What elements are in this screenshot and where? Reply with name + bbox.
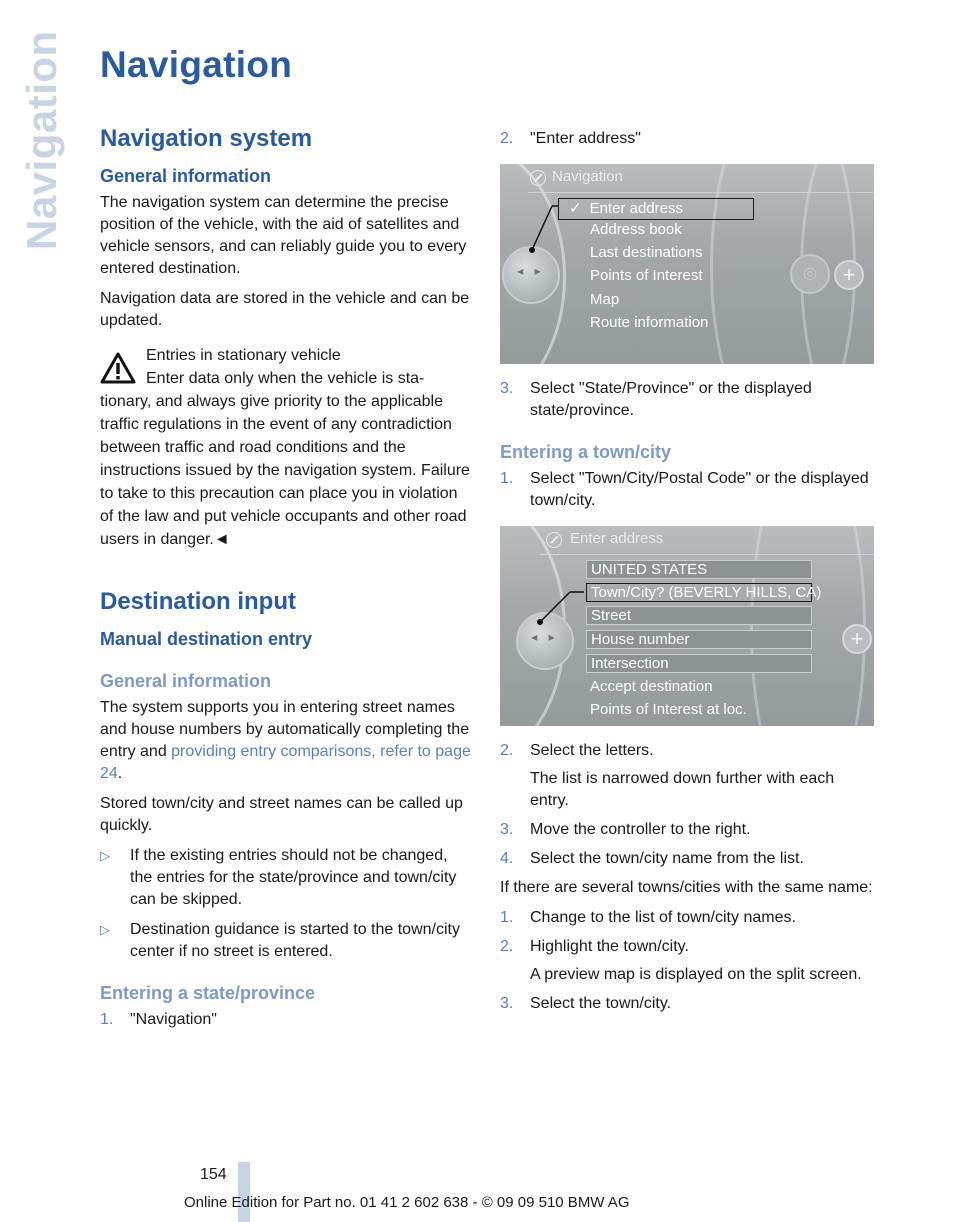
step-text: Select "State/Province" or the displayed state/province. (530, 380, 812, 419)
menu-item-accept-destination[interactable]: Accept destination (590, 678, 713, 695)
heading-entering-town: Entering a town/city (500, 442, 672, 462)
step-item (500, 993, 874, 1015)
list-item (100, 845, 472, 911)
warning-triangle-icon (100, 352, 136, 384)
paragraph-stored-names: Stored town/city and street names can be called up quickly. (100, 795, 463, 834)
heading-entering-state: Entering a state/province (100, 983, 316, 1003)
menu-item-address-book[interactable]: Address book (590, 221, 682, 238)
side-tab-label: Navigation (18, 30, 65, 250)
step-text: "Enter address" (530, 130, 641, 147)
menu-item-label: Enter address (589, 200, 683, 217)
step-item (500, 907, 874, 929)
menu-item-last-destinations[interactable]: Last destinations (590, 244, 703, 261)
screen-header: Enter address (570, 530, 664, 547)
step-text: Select the town/city name from the list. (530, 850, 804, 867)
side-tab (18, 30, 68, 250)
step-number: 3. (500, 821, 514, 838)
step-number: 2. (500, 130, 514, 147)
warning-block (100, 344, 472, 551)
heading-general-information: General information (100, 166, 272, 186)
step-item (500, 468, 874, 512)
menu-item-enter-address[interactable] (558, 198, 754, 220)
warning-body: tionary, and always give priority to the applicable traffic regulations in the event of any contradiction between traffic and road conditions and the instructions issued by the navigation system. Failure to take to this precaution can place you in violation of the law and put vehicle occupants and other road users in danger.◄ (100, 393, 470, 548)
menu-item-house-number[interactable]: House number (586, 630, 812, 649)
pointer-line (500, 164, 874, 364)
step-subtext: A preview map is displayed on the split screen. (530, 966, 862, 983)
screen-header: Navigation (552, 168, 623, 185)
paragraph-several-towns: If there are several towns/cities with the same name: (500, 879, 873, 896)
paragraph-data-stored: Navigation data are stored in the vehicle and can be updated. (100, 290, 470, 329)
menu-item-route-information[interactable]: Route information (590, 314, 709, 331)
step-text: Change to the list of town/city names. (530, 909, 796, 926)
paragraph-system-supports (100, 697, 472, 785)
page-number: 154 (200, 1166, 227, 1183)
step-number: 3. (500, 380, 514, 397)
step-item (500, 936, 874, 986)
right-column (500, 124, 874, 1022)
bullet-marker-icon: ▷ (100, 848, 110, 863)
warning-title: Entries in stationary vehicle (146, 347, 341, 364)
left-column (100, 118, 472, 1038)
pointer-line (500, 526, 874, 726)
step-number: 1. (500, 470, 514, 487)
step-number: 1. (100, 1011, 114, 1028)
paragraph-text-end: . (117, 765, 123, 782)
steps-same-name (500, 907, 874, 1015)
entry-comparisons-link[interactable]: providing entry comparisons, refer to page 24 (100, 743, 471, 782)
list-item (100, 919, 472, 963)
step-text: Select "Town/City/Postal Code" or the displayed town/city. (530, 470, 869, 509)
step-number: 3. (500, 995, 514, 1012)
footer-bar (238, 1162, 250, 1222)
ghost-button-icon: ◎ (790, 254, 830, 294)
step-text: Highlight the town/city. (530, 938, 689, 955)
heading-navigation-system: Navigation system (100, 125, 313, 152)
steps-town-b (500, 740, 874, 870)
step-item (500, 740, 874, 812)
plus-icon: + (842, 624, 872, 654)
warning-line2: Enter data only when the vehicle is sta- (146, 370, 425, 387)
step-subtext: The list is narrowed down further with each entry. (530, 770, 835, 809)
step-text: Select the letters. (530, 742, 654, 759)
bullet-list (100, 845, 472, 963)
steps-state-cont (500, 128, 874, 150)
step-item (500, 848, 874, 870)
heading-general-information-2: General information (100, 671, 272, 691)
step-number: 2. (500, 742, 514, 759)
menu-item-poi-at-location[interactable]: Points of Interest at loc. (590, 701, 747, 718)
step-item (100, 1009, 472, 1031)
menu-item-intersection[interactable]: Intersection (586, 654, 812, 673)
steps-state-end (500, 378, 874, 422)
heading-destination-input: Destination input (100, 588, 296, 615)
step-number: 4. (500, 850, 514, 867)
step-item (500, 378, 874, 422)
screenshot-enter-address (500, 526, 874, 726)
page-title: Navigation (100, 44, 293, 85)
bullet-text: If the existing entries should not be changed, the entries for the state/province and town/city can be skipped. (130, 847, 457, 908)
menu-item-country[interactable]: UNITED STATES (586, 560, 812, 579)
step-text: Select the town/city. (530, 995, 672, 1012)
bullet-marker-icon: ▷ (100, 922, 110, 937)
paragraph-intro: The navigation system can determine the precise position of the vehicle, with the aid of satellites and vehicle sensors, and can reliably guide you to every entered destination. (100, 194, 467, 277)
step-text: "Navigation" (130, 1011, 217, 1028)
menu-item-town-city[interactable]: Town/City? (BEVERLY HILLS, CA) (586, 583, 812, 602)
footer-edition: Online Edition for Part no. 01 41 2 602 638 - © 09 09 510 BMW AG (184, 1194, 630, 1211)
step-item (500, 128, 874, 150)
menu-item-points-of-interest[interactable]: Points of Interest (590, 267, 703, 284)
heading-manual-destination-entry: Manual destination entry (100, 629, 313, 649)
steps-town-a (500, 468, 874, 512)
bullet-text: Destination guidance is started to the town/city center if no street is entered. (130, 921, 460, 960)
paragraph-text: The system supports you in entering street names and house numbers by automatically completing the entry and (100, 699, 470, 760)
controller-arrows-icon: ◂ ▸ (517, 264, 545, 278)
step-text: Move the controller to the right. (530, 821, 751, 838)
step-number: 2. (500, 938, 514, 955)
controller-arrows-icon: ◂ ▸ (531, 630, 559, 644)
step-item (500, 819, 874, 841)
step-number: 1. (500, 909, 514, 926)
screenshot-navigation-menu (500, 164, 874, 364)
steps-state (100, 1009, 472, 1031)
plus-icon: + (834, 260, 864, 290)
check-icon: ✓ (569, 200, 582, 217)
menu-item-street[interactable]: Street (586, 606, 812, 625)
menu-item-map[interactable]: Map (590, 291, 620, 308)
